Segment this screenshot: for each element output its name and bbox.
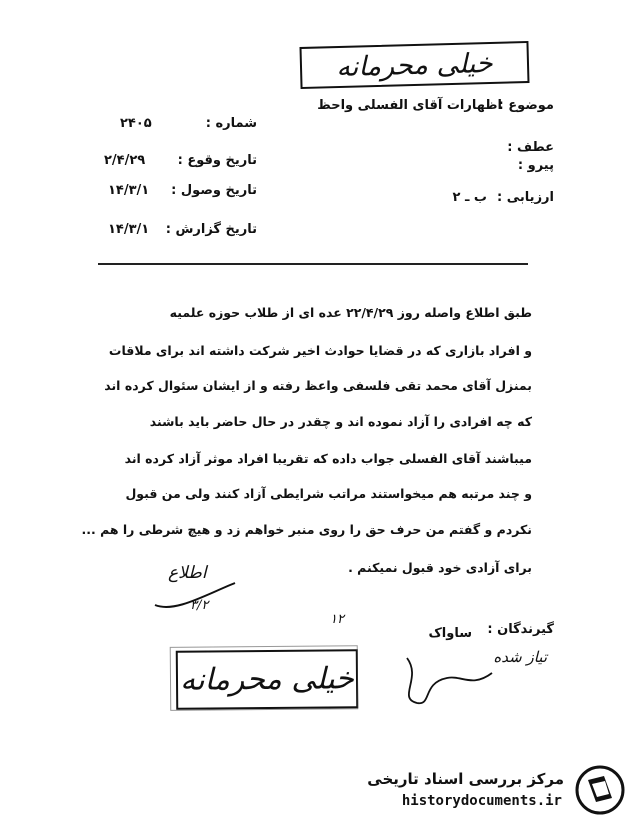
classification-stamp	[299, 41, 529, 89]
ref-label: عطف :	[507, 140, 554, 155]
body-line: طبق اطلاع واصله روز ۲۲/۴/۲۹ عده ای از طلاب حوزه علمیه	[169, 305, 532, 320]
signature-text: تیاز شده	[493, 648, 547, 666]
pyro-label: پیرو :	[517, 158, 554, 173]
number-label: شماره :	[205, 116, 257, 131]
body-line: برای آزادی خود قبول نمیکنم .	[348, 560, 532, 575]
receipt-date-label: تاریخ وصول :	[171, 183, 257, 198]
header-separator	[98, 263, 528, 265]
subject-label: موضوع :	[498, 98, 554, 113]
body-line: و چند مرتبه هم میخواستند مراتب شرایطی آزاد کنند ولی من قبول	[125, 486, 532, 501]
footer-url: historydocuments.ir	[401, 793, 562, 809]
stamp-double-border	[170, 645, 359, 711]
body-line: نکردم و گفتم من حرف حق را روی منبر خواهم زد و هیچ شرطی را هم ...	[81, 522, 532, 537]
classification-text: خیلی محرمانه	[335, 47, 494, 83]
assessment-value: ب ـ ۲	[452, 190, 487, 205]
numbered-mark: ۱۲	[330, 612, 344, 627]
margin-date: ۳/۲	[190, 598, 209, 613]
footer-title: مرکز بررسی اسناد تاریخی	[367, 770, 564, 788]
archive-logo-icon	[574, 764, 626, 816]
subject-value: اظهارات آقای الفسلی واحظ	[317, 98, 502, 113]
bottom-stamp-text: خیلی محرمانه	[180, 661, 355, 698]
body-line: بمنزل آقای محمد تقی فلسفی واعظ رفته و از ایشان سئوال کرده اند	[104, 378, 532, 393]
body-line: میباشند آقای الفسلی جواب داده که تقریبا افراد موثر آزاد کرده اند	[124, 451, 532, 466]
bottom-classification-stamp	[176, 649, 359, 710]
recipients-label: گیرندگان :	[487, 622, 554, 637]
margin-signature: اطلاع	[168, 563, 207, 583]
receipt-date-value: ۱۴/۳/۱	[108, 183, 150, 198]
report-date-value: ۱۴/۳/۱	[108, 222, 150, 237]
body-line: و افراد بازاری که در قضایا حوادث اخیر شرکت داشته اند برای ملاقات	[108, 343, 532, 358]
event-date-label: تاریخ وقوع :	[177, 153, 257, 168]
body-line: که چه افرادی را آزاد نموده اند و چقدر در حال حاضر باید باشند	[149, 414, 532, 429]
recipients-value: ساواک	[428, 626, 472, 641]
signature-scribble	[392, 648, 502, 708]
assessment-label: ارزیابی :	[497, 190, 554, 205]
event-date-value: ۲/۴/۲۹	[104, 153, 146, 168]
report-date-label: تاریخ گزارش :	[165, 222, 257, 237]
number-value: ۲۴۰۵	[120, 116, 152, 131]
